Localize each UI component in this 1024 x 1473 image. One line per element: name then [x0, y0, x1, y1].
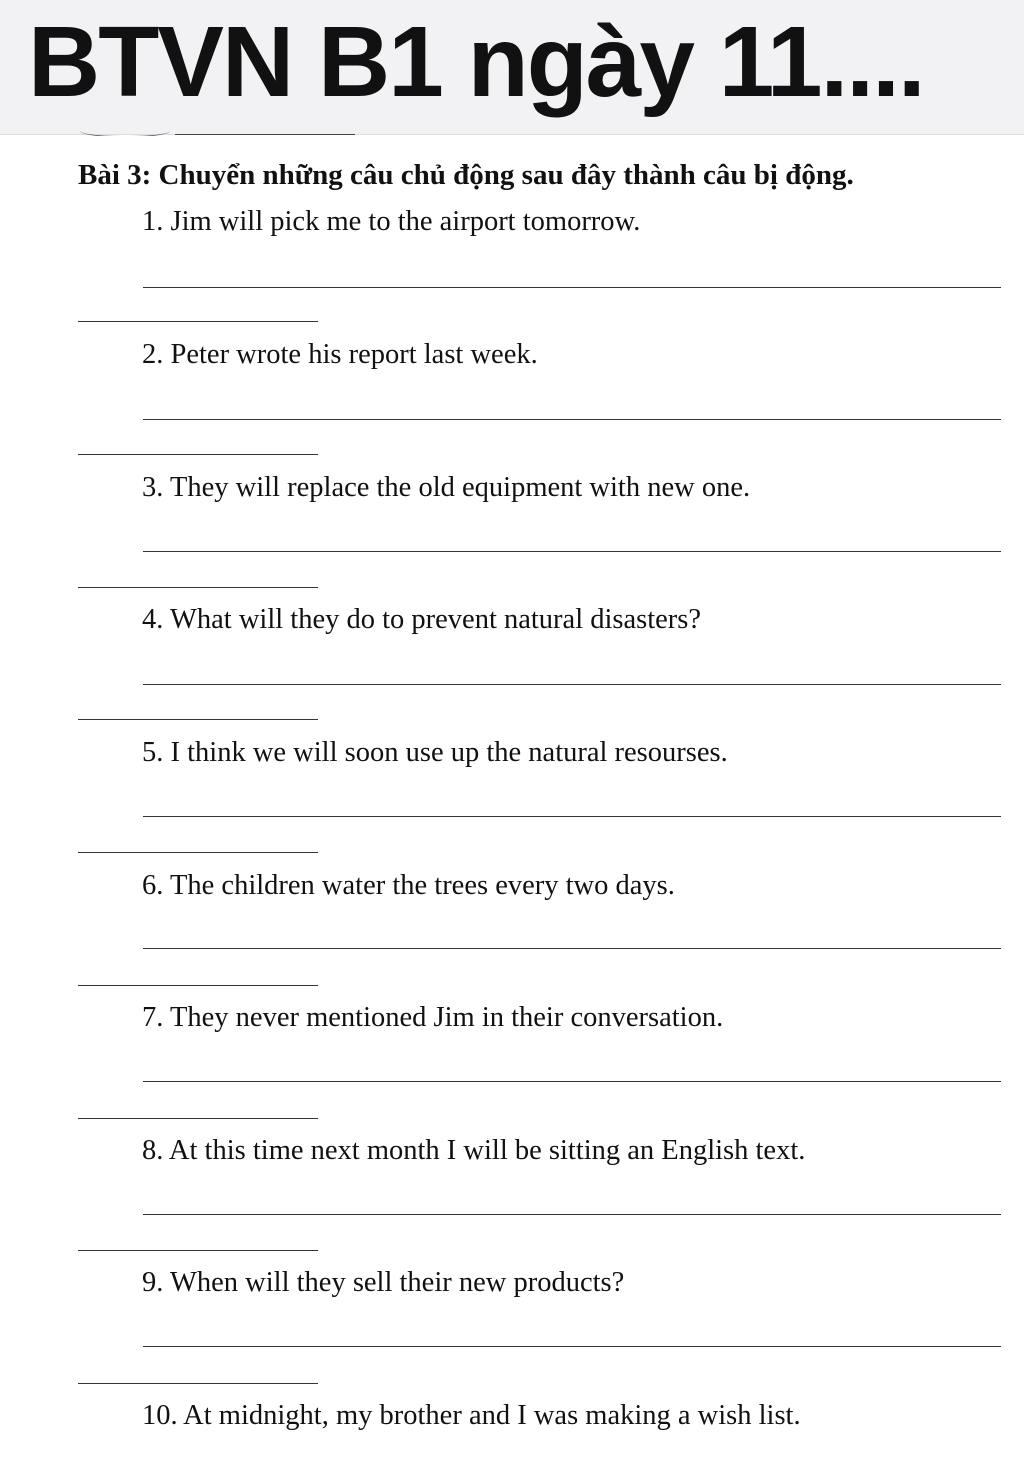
question-7: 7. They never mentioned Jim in their conversation.: [142, 1002, 724, 1033]
answer-line-8: [143, 1214, 1001, 1215]
answer-line-4-continued: [78, 719, 318, 720]
answer-line-3-continued: [78, 587, 318, 588]
answer-line-7: [143, 1081, 1001, 1082]
question-5: 5. I think we will soon use up the natural resourses.: [142, 737, 728, 768]
question-10: 10. At midnight, my brother and I was making a wish list.: [142, 1400, 801, 1431]
answer-line-9-continued: [78, 1383, 318, 1384]
answer-line-1: [143, 287, 1001, 288]
answer-line-9: [143, 1346, 1001, 1347]
answer-line-5-continued: [78, 852, 318, 853]
answer-line-6-continued: [78, 985, 318, 986]
question-9: 9. When will they sell their new products?: [142, 1267, 625, 1298]
page-title: BTVN B1 ngày 11....: [28, 6, 924, 118]
title-bar: [0, 0, 1024, 135]
exercise-heading: Bài 3: Chuyển những câu chủ động sau đây thành câu bị động.: [78, 159, 854, 191]
question-8: 8. At this time next month I will be sitting an English text.: [142, 1135, 806, 1166]
cut-off-answer-line: [175, 134, 355, 135]
question-3: 3. They will replace the old equipment with new one.: [142, 472, 751, 503]
answer-line-3: [143, 551, 1001, 552]
answer-line-6: [143, 948, 1001, 949]
question-4: 4. What will they do to prevent natural disasters?: [142, 604, 702, 635]
answer-line-1-continued: [78, 321, 318, 322]
question-2: 2. Peter wrote his report last week.: [142, 339, 538, 370]
answer-line-2: [143, 419, 1001, 420]
answer-line-8-continued: [78, 1250, 318, 1251]
answer-line-7-continued: [78, 1118, 318, 1119]
cut-off-text-fragment: [80, 128, 170, 136]
cut-off-previous-exercise: [80, 128, 180, 136]
answer-line-4: [143, 684, 1001, 685]
answer-line-5: [143, 816, 1001, 817]
answer-line-2-continued: [78, 454, 318, 455]
question-1: 1. Jim will pick me to the airport tomorrow.: [142, 206, 641, 237]
question-6: 6. The children water the trees every two days.: [142, 870, 675, 901]
